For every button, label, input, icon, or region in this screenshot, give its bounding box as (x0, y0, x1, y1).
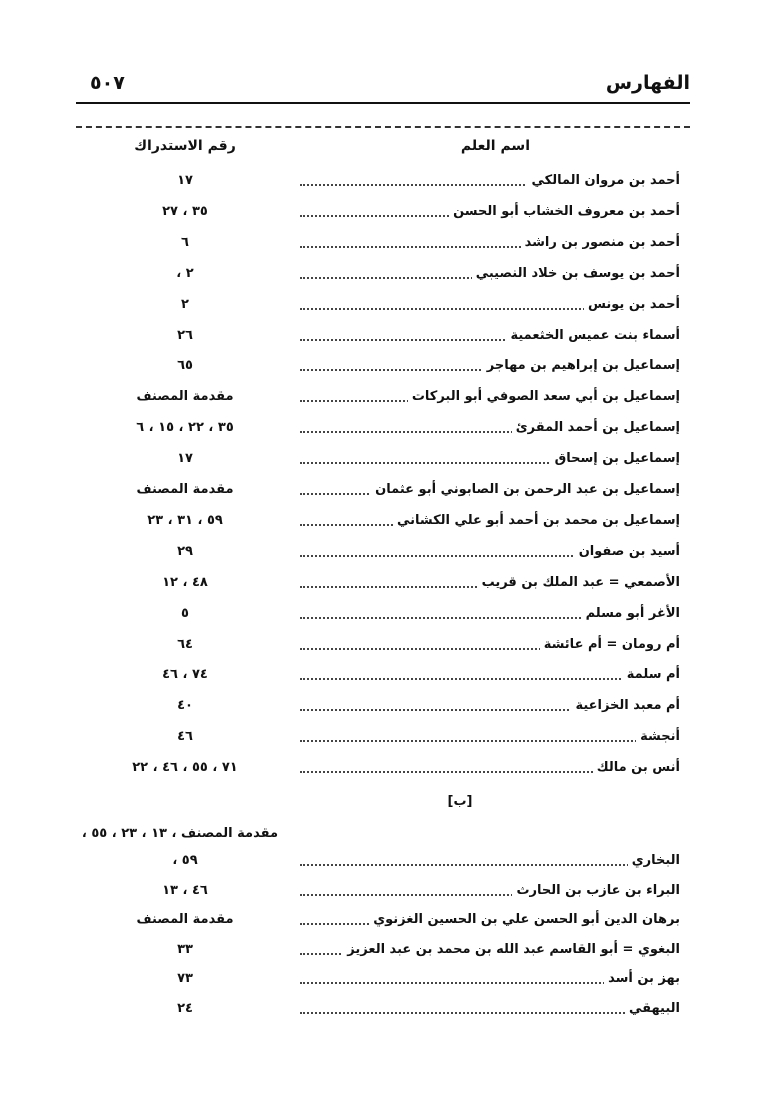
entry-name: الأغر أبو مسلم (582, 606, 680, 621)
letter-divider: [ب] (447, 794, 473, 809)
entry-name: إسماعيل بن محمد بن أحمد أبو علي الكشاني (393, 513, 680, 528)
index-entry (0, 201, 760, 227)
entry-name-cell (300, 998, 680, 1024)
entry-name: إسماعيل بن أبي سعد الصوفي أبو البركات (408, 389, 680, 404)
index-entry (0, 417, 760, 443)
index-entry (0, 355, 760, 381)
entry-name: أحمد بن معروف الخشاب أبو الحسن (449, 204, 680, 219)
entry-name: أم سلمة (623, 667, 680, 682)
entry-name-cell (300, 726, 680, 752)
entry-reference: ٢ (181, 296, 189, 312)
entry-reference: ٦ (181, 234, 189, 250)
column-header-name: اسم العلم (460, 138, 530, 154)
entry-name: إسماعيل بن أحمد المقرئ (512, 420, 680, 435)
index-entry (0, 386, 760, 412)
entry-reference: ٥٩ ، ٣١ ، ٢٣ (147, 512, 223, 528)
entry-name: أنس بن مالك (593, 760, 680, 775)
entry-name: إسماعيل بن إبراهيم بن مهاجر (483, 358, 680, 373)
index-entry (0, 664, 760, 690)
entry-name-cell (300, 850, 680, 876)
index-entry (0, 939, 760, 965)
entry-reference: ٢٩ (177, 543, 193, 559)
entry-name-cell (300, 939, 680, 965)
entry-name-cell (300, 201, 680, 227)
entry-name: أسيد بن صفوان (575, 544, 680, 559)
entry-name: أم رومان = أم عائشة (540, 637, 680, 652)
entry-name: البراء بن عازب بن الحارث (512, 883, 680, 898)
index-entry (0, 232, 760, 258)
entry-name: البخاري (628, 853, 680, 868)
entry-name-cell (300, 664, 680, 690)
entry-reference: ٣٣ (177, 941, 193, 957)
entry-reference: ٤٦ ، ١٣ (162, 882, 208, 898)
index-entry (0, 603, 760, 629)
entry-name: أحمد بن يوسف بن خلاد النصيبي (472, 266, 680, 281)
entry-name: إسماعيل بن إسحاق (551, 451, 680, 466)
entry-reference: ٧٤ ، ٤٦ (162, 667, 208, 683)
entry-name-cell (300, 355, 680, 381)
entry-reference: ٥٩ ، (172, 853, 198, 868)
entry-name: الأصمعي = عبد الملك بن قريب (478, 575, 680, 590)
bukhari-reference-line: مقدمة المصنف ، ١٣ ، ٢٣ ، ٥٥ ، (81, 826, 278, 841)
index-entry (0, 909, 760, 935)
entry-name: البغوي = أبو القاسم عبد الله بن محمد بن عبد العزيز (343, 942, 680, 957)
index-entry (0, 634, 760, 660)
entry-name-cell (300, 263, 680, 289)
entry-reference: مقدمة المصنف (136, 389, 234, 405)
entry-name-cell (300, 634, 680, 660)
leader-dots (300, 864, 680, 866)
entry-reference: ٣٥ ، ٢٢ ، ١٥ ، ٦ (136, 420, 234, 436)
index-entry (0, 263, 760, 289)
entry-name-cell (300, 695, 680, 721)
entry-name: بهز بن أسد (604, 971, 680, 986)
leader-dots (300, 740, 680, 742)
index-entry (0, 294, 760, 320)
entry-name: إسماعيل بن عبد الرحمن بن الصابوني أبو عثمان (371, 482, 680, 497)
section-title: الفهارس (605, 72, 690, 94)
entry-reference: ١٧ (177, 451, 193, 467)
entry-reference: ٧٣ (177, 971, 193, 987)
entry-name: أنجشة (636, 729, 680, 744)
entry-name-cell (300, 757, 680, 783)
entry-name-cell (300, 448, 680, 474)
index-entry (0, 695, 760, 721)
entry-reference: ٤٠ (177, 698, 193, 714)
entry-reference: ٥ (181, 605, 189, 621)
index-entry (0, 479, 760, 505)
index-entry (0, 880, 760, 906)
entry-reference: مقدمة المصنف (136, 912, 234, 928)
entry-name-cell (300, 603, 680, 629)
entry-name: أحمد بن يونس (584, 297, 680, 312)
index-entry (0, 850, 760, 876)
index-entry (0, 757, 760, 783)
entry-name-cell (300, 510, 680, 536)
index-entry (0, 448, 760, 474)
entry-reference: ٦٥ (177, 358, 193, 374)
entry-reference: ١٧ (177, 173, 193, 188)
entry-name-cell (300, 880, 680, 906)
entry-name: برهان الدين أبو الحسن علي بن الحسين الغزنوي (369, 912, 680, 927)
entry-name-cell (300, 968, 680, 994)
index-entry (0, 170, 760, 196)
entry-reference: مقدمة المصنف (136, 482, 234, 497)
entry-reference: ٢٤ (177, 1001, 193, 1016)
entry-reference: ٢ ، (176, 265, 194, 281)
entry-name-cell (300, 541, 680, 567)
entry-name: أحمد بن منصور بن راشد (521, 235, 680, 250)
index-entry (0, 998, 760, 1024)
entry-name-cell (300, 294, 680, 320)
entry-reference: ٤٦ (177, 729, 193, 745)
entry-name-cell (300, 479, 680, 505)
entry-reference: ٧١ ، ٥٥ ، ٤٦ ، ٢٢ (132, 760, 238, 776)
entry-name-cell (300, 417, 680, 443)
column-header-reference: رقم الاستدراك (134, 138, 236, 154)
entry-name: البيهقي (625, 1001, 680, 1016)
page-number: ٥٠٧ (90, 72, 125, 94)
entry-reference: ٦٤ (177, 636, 193, 652)
index-entry (0, 968, 760, 994)
entry-name-cell (300, 170, 680, 196)
index-entry (0, 325, 760, 351)
entry-name: أحمد بن مروان المالكي (527, 173, 680, 188)
leader-dots (300, 1012, 680, 1014)
entry-name-cell (300, 232, 680, 258)
entry-name: أسماء بنت عميس الخثعمية (506, 328, 680, 343)
index-entry (0, 572, 760, 598)
entry-reference: ٢٦ (177, 327, 193, 343)
index-entry (0, 541, 760, 567)
entry-reference: ٤٨ ، ١٢ (162, 574, 208, 590)
index-entry (0, 726, 760, 752)
entry-name: أم معبد الخزاعية (571, 698, 680, 713)
entry-name-cell (300, 572, 680, 598)
entry-reference: ٣٥ ، ٢٧ (162, 203, 208, 219)
entry-name-cell (300, 386, 680, 412)
index-entry (0, 510, 760, 536)
entry-name-cell (300, 325, 680, 351)
entry-name-cell (300, 909, 680, 935)
